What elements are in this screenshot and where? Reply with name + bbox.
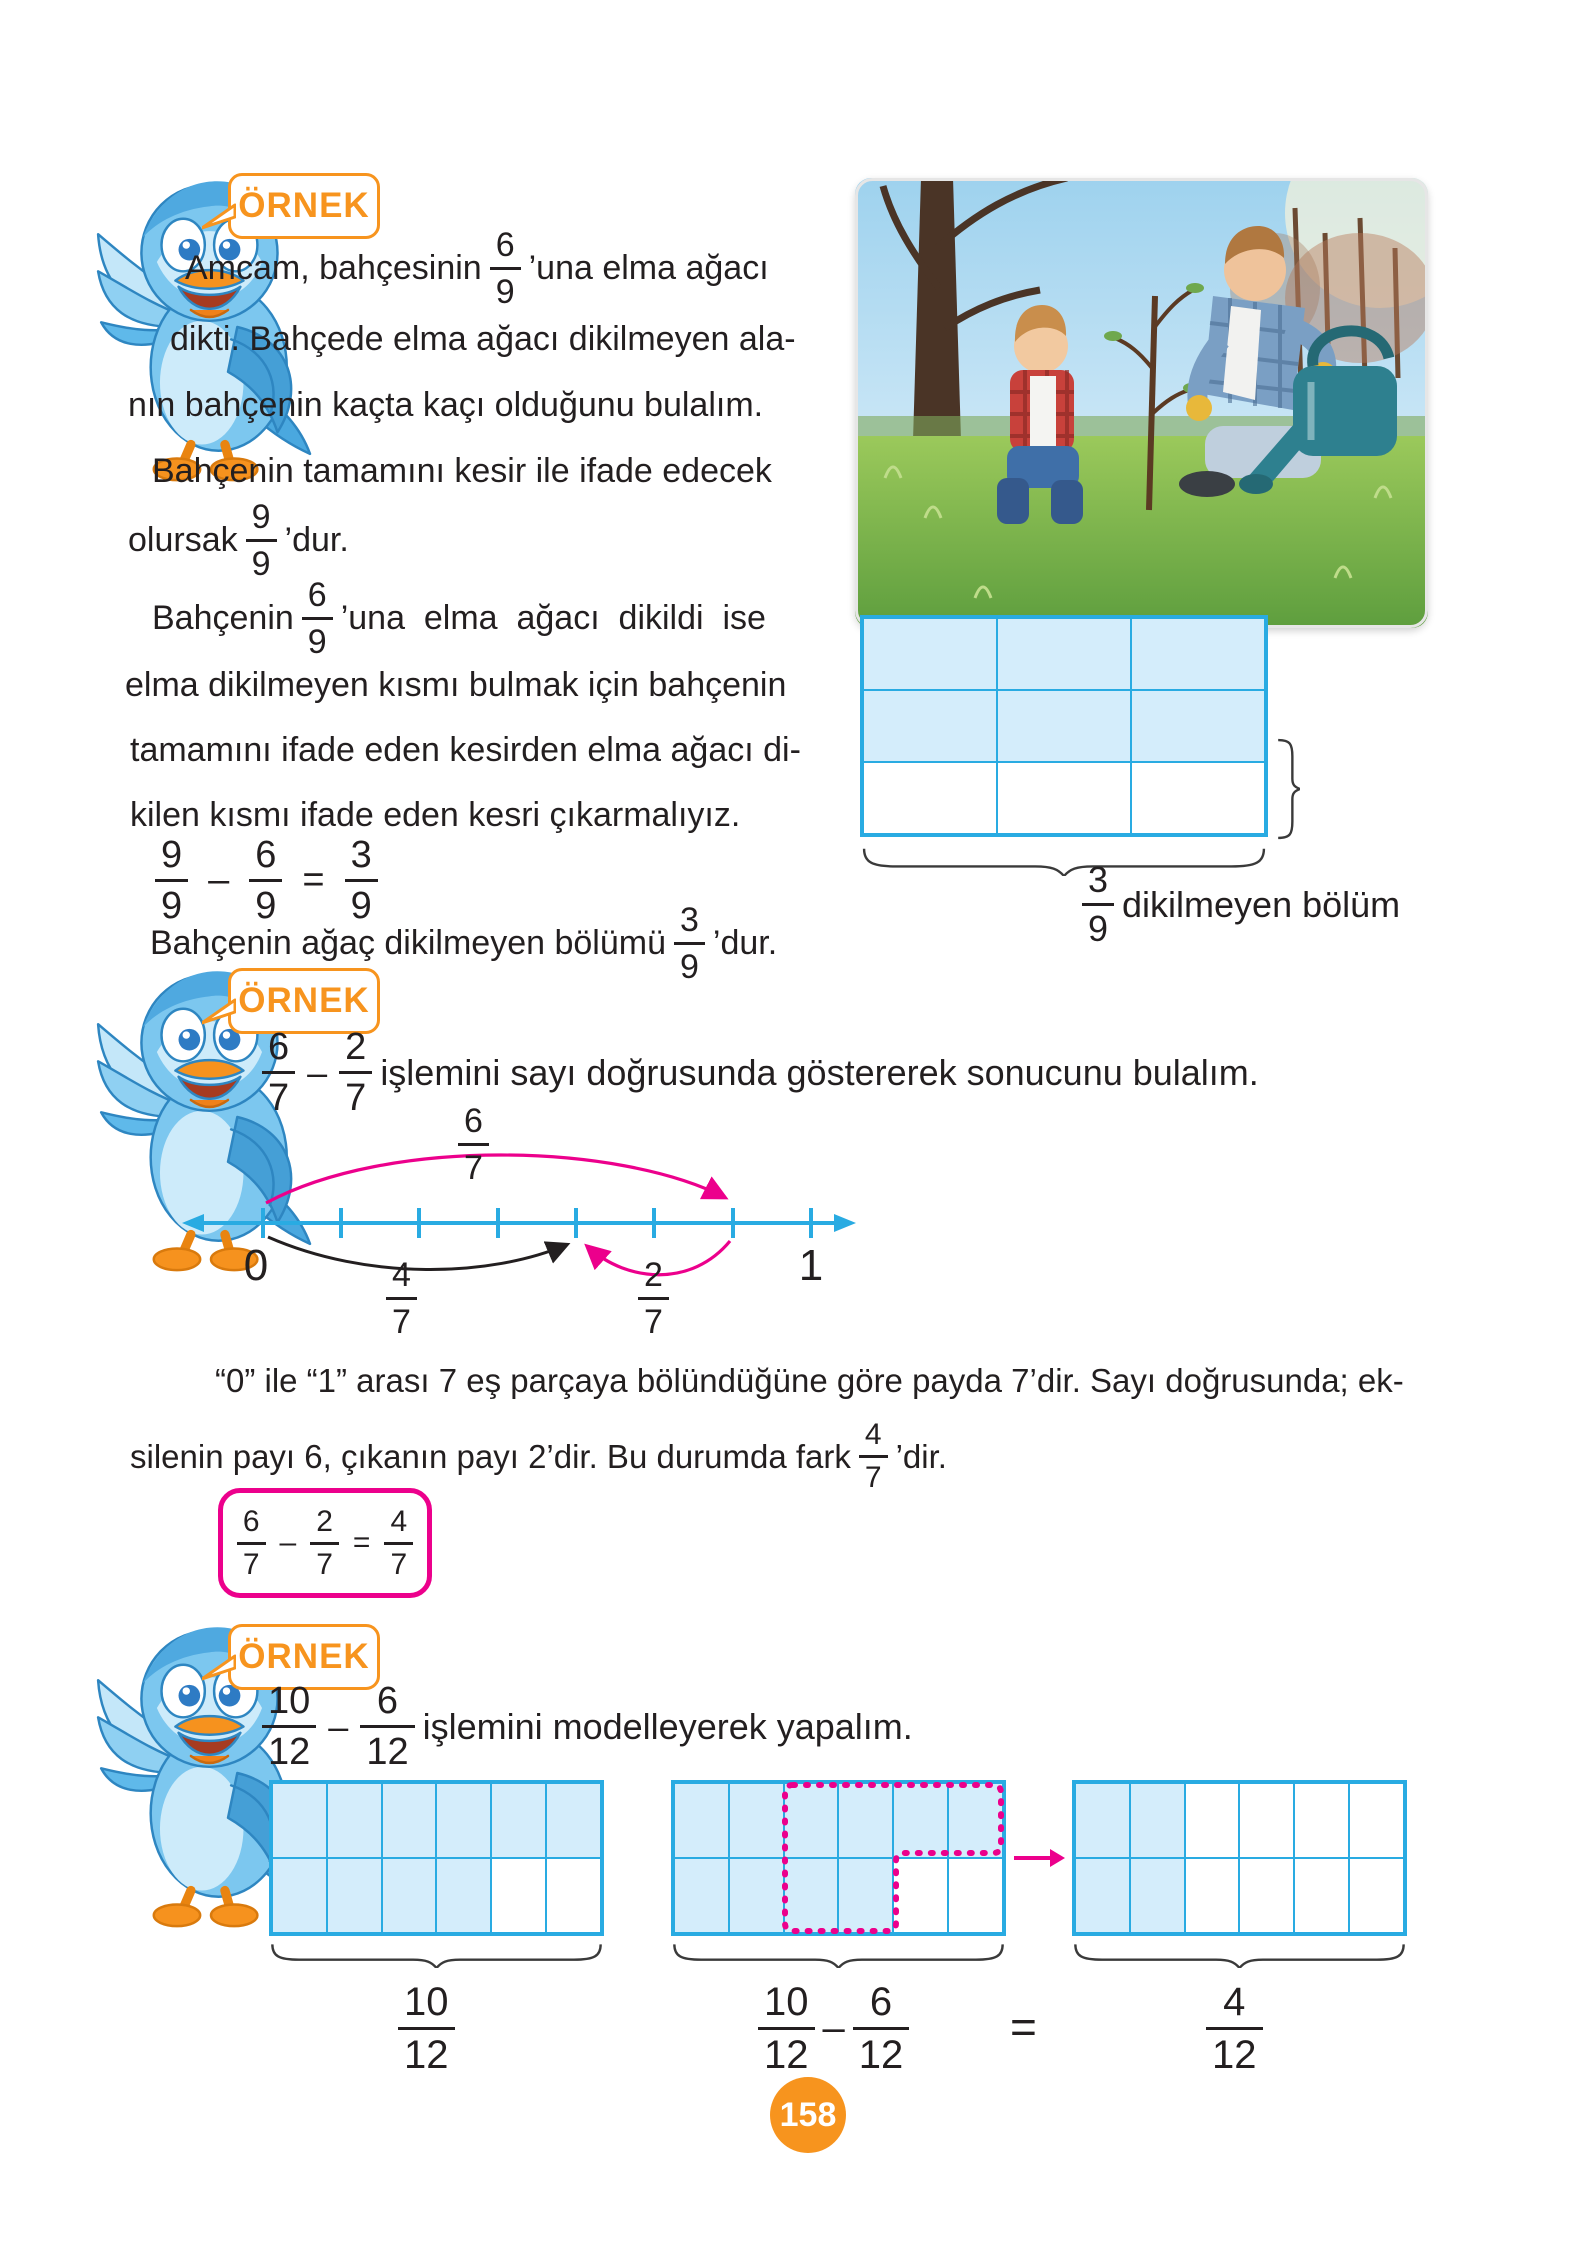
grid-cell <box>1131 690 1265 762</box>
text-line: dikti. Bahçede elma ağacı dikilmeyen ala- <box>170 320 796 358</box>
grid-cell <box>863 762 997 834</box>
fraction: $\frac{10}{12}$ <box>262 1682 316 1771</box>
number-line <box>178 1095 882 1345</box>
text: Amcam, bahçesinin <box>185 249 482 287</box>
text-line: elma dikilmeyen kısmı bulmak için bahçenin <box>125 666 787 704</box>
grid-cell <box>1185 1783 1240 1858</box>
grid-cell <box>893 1858 948 1933</box>
minus-sign: – <box>822 2006 845 2050</box>
curly-brace-bottom-icon <box>1072 1942 1407 1968</box>
grid-cell <box>784 1858 839 1933</box>
grid-cell <box>1185 1858 1240 1933</box>
grid-cell <box>272 1783 327 1858</box>
fraction: $\frac{6}{7}$ <box>237 1507 266 1580</box>
fraction: $\frac{6}{9}$ <box>249 836 282 925</box>
grid-cell <box>546 1783 601 1858</box>
grid-cell <box>327 1783 382 1858</box>
fraction: $\frac{6}{9}$ <box>302 578 333 659</box>
fraction: $\frac{4}{7}$ <box>386 1258 417 1339</box>
answer-box <box>218 1488 432 1598</box>
grid-cell <box>948 1858 1003 1933</box>
grid-cell <box>327 1858 382 1933</box>
numberline-top-label <box>458 1104 489 1185</box>
paragraph-line: silenin payı 6, çıkanın payı 2’dir. Bu durumda fark $\frac{4}{7}$ ’dir. <box>130 1418 947 1494</box>
grid-cell <box>784 1783 839 1858</box>
fraction: $\frac{4}{12}$ <box>1206 1982 1263 2075</box>
grid-caption <box>1082 859 1401 949</box>
grid-cell <box>997 690 1131 762</box>
fraction: $\frac{10}{12}$ <box>758 1982 815 2075</box>
grid-cell <box>838 1858 893 1933</box>
equals-sign: = <box>302 859 325 901</box>
grid-cell <box>1131 762 1265 834</box>
minus-sign: – <box>307 1051 328 1093</box>
grid-cell <box>863 618 997 690</box>
model1-label <box>398 1982 455 2075</box>
fraction: $\frac{3}{9}$ <box>674 903 705 984</box>
text-line: Bahçenin tamamını kesir ile ifade edecek <box>152 452 772 490</box>
fraction: $\frac{6}{9}$ <box>490 228 521 309</box>
text-line <box>185 228 769 309</box>
grid-cell <box>1075 1783 1130 1858</box>
fraction: $\frac{6}{7}$ <box>262 1028 295 1117</box>
one-label: 1 <box>798 1241 824 1290</box>
fraction: $\frac{4}{7}$ <box>859 1420 888 1493</box>
grid-cell <box>491 1783 546 1858</box>
minus-sign: – <box>279 1526 297 1559</box>
page-number-badge: 158 <box>770 2077 846 2153</box>
numberline-left-label <box>386 1258 417 1339</box>
curly-brace-right-icon <box>1276 738 1300 840</box>
model3-label <box>1206 1982 1263 2075</box>
paragraph-line: “0” ile “1” arası 7 eş parçaya bölündüğüne göre payda 7’dir. Sayı doğrusunda; ek- <box>215 1362 1404 1399</box>
arc-four-sevenths <box>268 1237 566 1270</box>
speech-bubble-tail-icon <box>202 997 236 1025</box>
fraction: $\frac{6}{12}$ <box>853 1982 910 2075</box>
caption-text: dikilmeyen bölüm <box>1122 883 1401 925</box>
grid-cell <box>674 1783 729 1858</box>
minus-sign: – <box>208 859 230 901</box>
grid-cell <box>1349 1783 1404 1858</box>
model-grid-1 <box>269 1780 604 1936</box>
text-line: tamamını ifade eden kesirden elma ağacı di- <box>130 731 801 769</box>
grid-cell <box>382 1783 437 1858</box>
ornek-label: ÖRNEK <box>238 186 370 225</box>
fraction: $\frac{2}{7}$ <box>638 1258 669 1339</box>
grid-cell <box>997 618 1131 690</box>
minus-sign: – <box>328 1705 349 1747</box>
grid-cell <box>272 1858 327 1933</box>
fraction: $\frac{6}{12}$ <box>360 1682 414 1771</box>
text-line: Bahçenin $\frac{6}{9}$ ’una elma ağacı dikildi ise <box>152 576 766 661</box>
curly-brace-bottom-icon <box>671 1942 1006 1968</box>
grid-cell <box>1130 1858 1185 1933</box>
grid-cell <box>948 1783 1003 1858</box>
model-grid-3 <box>1072 1780 1407 1936</box>
fraction: $\frac{9}{9}$ <box>155 836 188 925</box>
ornek-badge <box>228 968 380 1034</box>
zero-label: 0 <box>243 1241 269 1290</box>
model2-label <box>758 1982 909 2075</box>
ornek-label: ÖRNEK <box>238 1637 370 1676</box>
fraction: $\frac{10}{12}$ <box>398 1982 455 2075</box>
numberline-right-label <box>638 1258 669 1339</box>
text-line: olursak $\frac{9}{9}$ ’dur. <box>128 498 349 583</box>
example3-intro <box>262 1682 913 1771</box>
text-line: nın bahçenin kaçta kaçı olduğunu bulalım. <box>128 386 764 424</box>
grid-cell <box>729 1783 784 1858</box>
text-line: Bahçenin ağaç dikilmeyen bölümü $\frac{3}{9}$ ’dur. <box>150 901 778 986</box>
fraction: $\frac{2}{7}$ <box>310 1507 339 1580</box>
grid-cell <box>1130 1783 1185 1858</box>
grid-cell <box>729 1858 784 1933</box>
equals-sign: = <box>1010 2001 1037 2053</box>
ornek-label: ÖRNEK <box>238 981 370 1020</box>
text: ’una elma ağacı <box>528 249 769 287</box>
grid-cell <box>436 1783 491 1858</box>
text-line: kilen kısmı ifade eden kesri çıkarmalıyız. <box>130 796 741 834</box>
fraction: $\frac{3}{9}$ <box>345 836 378 925</box>
speech-bubble-tail-icon <box>202 202 236 230</box>
text: işlemini sayı doğrusunda göstererek sonucunu bulalım. <box>380 1051 1259 1093</box>
fraction: $\frac{6}{7}$ <box>458 1104 489 1185</box>
grid-cell <box>1239 1858 1294 1933</box>
grid-cell <box>1349 1858 1404 1933</box>
grid-cell <box>1294 1783 1349 1858</box>
model-grid-2 <box>671 1780 1006 1936</box>
planting-tree-photo <box>855 178 1428 628</box>
text: işlemini modelleyerek yapalım. <box>422 1705 913 1747</box>
equals-sign: = <box>352 1526 371 1559</box>
arrow-right-icon <box>1012 1844 1066 1872</box>
grid-cell <box>436 1858 491 1933</box>
grid-cell <box>674 1858 729 1933</box>
fraction: $\frac{9}{9}$ <box>246 500 277 581</box>
fraction: $\frac{4}{7}$ <box>384 1507 413 1580</box>
grid-cell <box>893 1783 948 1858</box>
grid-cell <box>491 1858 546 1933</box>
grid-cell <box>546 1858 601 1933</box>
fraction: $\frac{3}{9}$ <box>1082 862 1114 947</box>
fraction: $\frac{2}{7}$ <box>339 1028 372 1117</box>
grid-cell <box>1075 1858 1130 1933</box>
grid-cell <box>997 762 1131 834</box>
speech-bubble-tail-icon <box>202 1653 236 1681</box>
grid-cell <box>863 690 997 762</box>
garden-model-grid <box>860 615 1268 837</box>
curly-brace-bottom-icon <box>269 1942 604 1968</box>
grid-cell <box>1239 1783 1294 1858</box>
grid-cell <box>838 1783 893 1858</box>
grid-cell <box>1294 1858 1349 1933</box>
arc-six-sevenths <box>266 1155 724 1203</box>
grid-cell <box>1131 618 1265 690</box>
grid-cell <box>382 1858 437 1933</box>
